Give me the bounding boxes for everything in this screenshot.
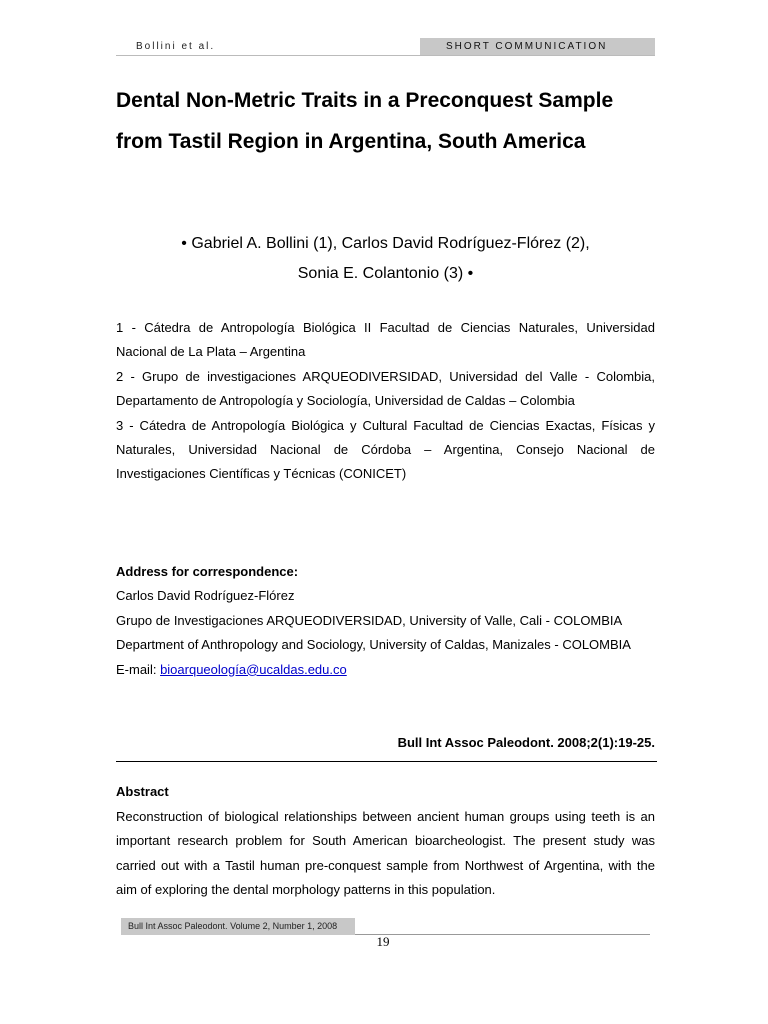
correspondence-block	[116, 560, 655, 682]
email-link[interactable]: bioarqueología@ucaldas.edu.co	[160, 661, 347, 677]
footer-rule	[355, 934, 650, 935]
abstract-text: Reconstruction of biological relationships between ancient human groups using teeth is an important research problem for South American bioarcheologist. The present study was carried out with a Tastil human pre-conquest sample from Northwest of Argentina, with the aim of exploring the dental morphology patterns in this population.	[116, 809, 655, 898]
email-label: E-mail:	[116, 661, 161, 677]
paper-title: Dental Non-Metric Traits in a Preconquest Sample from Tastil Region in Argentina, South America	[116, 89, 614, 153]
author-line-1: • Gabriel A. Bollini (1), Carlos David Rodríguez-Flórez (2),	[181, 235, 590, 252]
affiliation-2: 2 - Grupo de investigaciones ARQUEODIVERSIDAD, Universidad del Valle - Colombia, Departamento de Antropología y Sociología, Universidad de Caldas – Colombia	[116, 368, 655, 409]
correspondence-address-2: Department of Anthropology and Sociology, University of Caldas, Manizales - COLOMBIA	[116, 637, 631, 653]
affiliations	[116, 316, 655, 487]
footer-journal: Bull Int Assoc Paleodont. Volume 2, Number 1, 2008	[121, 918, 355, 935]
header-rule	[116, 55, 655, 56]
page-number: 19	[376, 934, 390, 949]
correspondence-address-1: Grupo de Investigaciones ARQUEODIVERSIDAD, University of Valle, Cali - COLOMBIA	[116, 612, 623, 628]
correspondence-email-line	[116, 658, 655, 682]
abstract-heading: Abstract	[116, 784, 169, 799]
affiliation-3: 3 - Cátedra de Antropología Biológica y Cultural Facultad de Ciencias Exactas, Físicas y Naturales, Universidad Nacional de Córdoba – Argentina, Consejo Nacional de Investigaciones Científicas y Técnicas (CONICET)	[116, 417, 655, 482]
affiliation-1: 1 - Cátedra de Antropología Biológica II Facultad de Ciencias Naturales, Universidad Nacional de La Plata – Argentina	[116, 320, 655, 360]
correspondence-heading: Address for correspondence:	[116, 564, 299, 579]
author-line-2: Sonia E. Colantonio (3) •	[297, 265, 474, 282]
author-list	[116, 229, 655, 289]
section-label: SHORT COMMUNICATION	[420, 38, 655, 55]
section-divider	[116, 761, 657, 762]
correspondence-name: Carlos David Rodríguez-Flórez	[116, 588, 295, 604]
citation: Bull Int Assoc Paleodont. 2008;2(1):19-25.	[397, 735, 655, 750]
running-header-authors: Bollini et al.	[136, 41, 216, 52]
